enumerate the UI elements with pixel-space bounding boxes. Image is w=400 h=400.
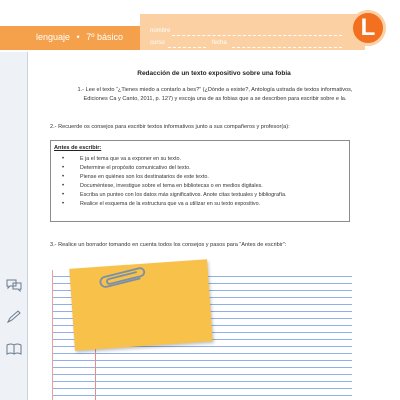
tips-box <box>50 140 350 222</box>
tip-text: Piense en quiénes son los destinatarios de este texto. <box>80 174 209 180</box>
tip-text: Escriba un punteo con los datos más significativos. Anote citas textuales y bibliografía. <box>80 192 287 198</box>
tip-text: E ja el tema que va a exponer en su texto. <box>80 156 181 162</box>
subject-title <box>36 32 123 42</box>
name-field[interactable] <box>172 35 342 36</box>
list-item <box>54 173 344 182</box>
bullet: • <box>62 183 65 189</box>
list-item <box>54 182 344 191</box>
bullet: • <box>62 192 65 198</box>
pencil-icon <box>6 310 22 324</box>
course-label: curso <box>150 40 165 46</box>
name-label: nombre <box>150 28 171 34</box>
date-field[interactable] <box>232 47 342 48</box>
subject-badge <box>350 10 386 46</box>
book-icon <box>6 342 22 356</box>
badge-letter: L <box>360 14 376 41</box>
list-item <box>54 200 344 209</box>
tip-text: Documéntese, investigue sobre el tema en bibliotecas o en medios digitales. <box>80 183 263 189</box>
instruction-1: 1.- Lee el texto “¿Tienes miedo a contarlo a bes?” (¿Dónde a existe?, Antología ustrada de textos informativos, Ediciones Ca y Canto, 2011, p. 127) y escoja una de as fobias que a se describen para escribir sobre e la. <box>77 87 353 102</box>
left-margin <box>0 52 28 400</box>
bullet: • <box>62 174 65 180</box>
tip-text: Determine el propósito comunicativo del texto. <box>80 165 191 171</box>
bullet: • <box>62 201 65 207</box>
page-header <box>0 0 400 52</box>
bullet: • <box>62 165 65 171</box>
subject-label: lenguaje <box>36 32 71 42</box>
worksheet-title: Redacción de un texto expositivo sobre una fobia <box>137 70 291 77</box>
list-item <box>54 191 344 200</box>
instruction-2: 2.- Recuerde os consejos para escribir textos informativos junto a sus compañeros y profesor(a): <box>50 124 290 130</box>
grade-label: 7º básico <box>86 32 124 42</box>
tips-list <box>54 155 344 209</box>
list-item <box>54 155 344 164</box>
student-info-panel <box>140 14 365 50</box>
dialogue-icon <box>6 278 22 292</box>
list-item <box>54 164 344 173</box>
tip-text: Realice el esquema de la estructura que va a utilizar en su texto expositivo. <box>80 201 261 207</box>
tips-box-title: Antes de escribir: <box>54 145 102 151</box>
date-label: fecha <box>212 40 227 46</box>
course-field[interactable] <box>168 47 206 48</box>
instruction-3: 3.- Realice un borrador tomando en cuenta todos los consejos y pasos para “Antes de escribir”: <box>50 242 287 248</box>
subject-separator: • <box>76 32 80 42</box>
bullet: • <box>62 156 65 162</box>
